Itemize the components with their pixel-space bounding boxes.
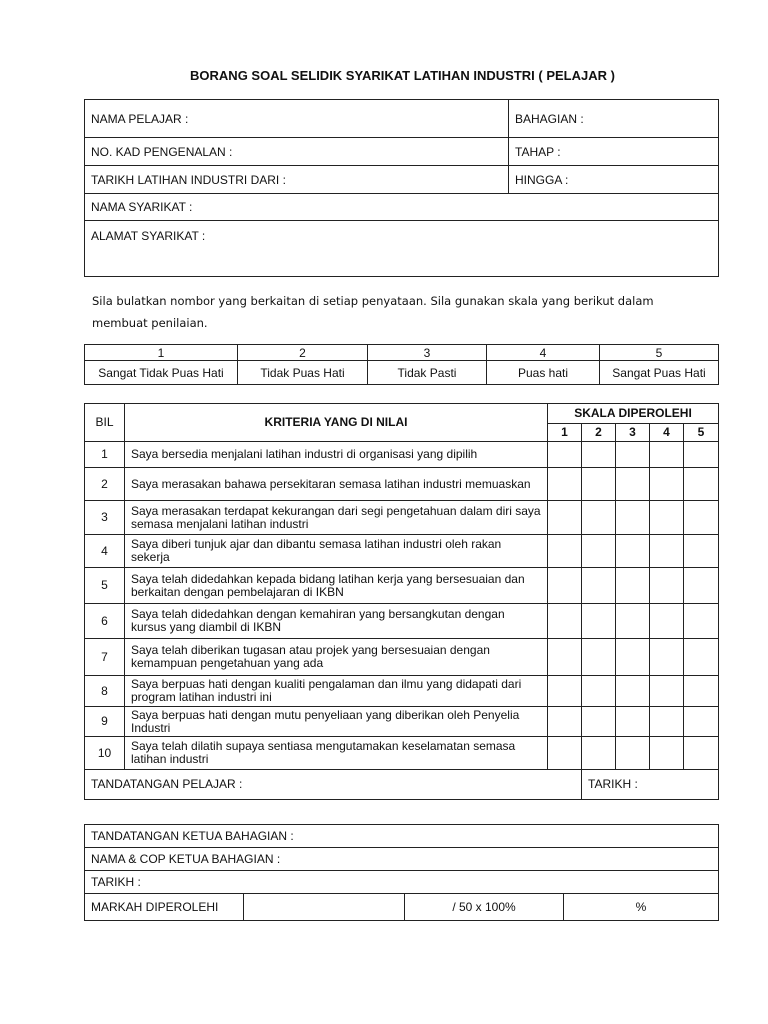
criteria-number: 6 — [85, 604, 125, 639]
criteria-row — [85, 468, 719, 501]
scale-col-header: 4 — [650, 424, 684, 442]
rating-cell-3[interactable] — [616, 568, 650, 604]
criteria-number: 7 — [85, 639, 125, 676]
marks-label: MARKAH DIPEROLEHI — [85, 894, 244, 921]
scale-number: 5 — [600, 345, 719, 361]
criteria-row — [85, 501, 719, 535]
ic-number-field[interactable]: NO. KAD PENGENALAN : — [85, 138, 509, 166]
level-field[interactable]: TAHAP : — [509, 138, 719, 166]
criteria-text: Saya berpuas hati dengan mutu penyeliaan yang diberikan oleh Penyelia Industri — [125, 707, 548, 737]
rating-cell-4[interactable] — [650, 468, 684, 501]
rating-cell-1[interactable] — [548, 501, 582, 535]
criteria-number: 5 — [85, 568, 125, 604]
criteria-text: Saya telah diberikan tugasan atau projek yang bersesuaian dengan kemampuan pengetahuan yang ada — [125, 639, 548, 676]
student-info-table — [84, 99, 719, 277]
criteria-text: Saya telah didedahkan kepada bidang latihan kerja yang bersesuaian dan berkaitan dengan pembelajaran di IKBN — [125, 568, 548, 604]
scale-label: Sangat Tidak Puas Hati — [85, 361, 238, 385]
scale-label: Tidak Puas Hati — [238, 361, 368, 385]
criteria-row — [85, 676, 719, 707]
rating-cell-3[interactable] — [616, 737, 650, 770]
scale-label: Tidak Pasti — [368, 361, 487, 385]
scale-number: 4 — [487, 345, 600, 361]
student-name-field[interactable]: NAMA PELAJAR : — [85, 100, 509, 138]
scale-col-header: 3 — [616, 424, 650, 442]
rating-cell-4[interactable] — [650, 604, 684, 639]
criteria-text: Saya merasakan bahawa persekitaran semasa latihan industri memuaskan — [125, 468, 548, 501]
rating-cell-3[interactable] — [616, 639, 650, 676]
marks-input[interactable] — [244, 894, 405, 921]
rating-cell-1[interactable] — [548, 707, 582, 737]
rating-cell-4[interactable] — [650, 568, 684, 604]
rating-cell-3[interactable] — [616, 501, 650, 535]
criteria-table — [84, 403, 719, 800]
rating-cell-4[interactable] — [650, 535, 684, 568]
criteria-text: Saya diberi tunjuk ajar dan dibantu semasa latihan industri oleh rakan sekerja — [125, 535, 548, 568]
criteria-row — [85, 568, 719, 604]
rating-cell-5[interactable] — [684, 639, 719, 676]
criteria-number: 2 — [85, 468, 125, 501]
rating-cell-2[interactable] — [582, 639, 616, 676]
student-date-field[interactable]: TARIKH : — [582, 770, 719, 800]
rating-cell-5[interactable] — [684, 535, 719, 568]
rating-cell-1[interactable] — [548, 568, 582, 604]
department-field[interactable]: BAHAGIAN : — [509, 100, 719, 138]
scale-col-header: 1 — [548, 424, 582, 442]
criteria-number: 8 — [85, 676, 125, 707]
rating-cell-2[interactable] — [582, 535, 616, 568]
rating-cell-2[interactable] — [582, 604, 616, 639]
criteria-text: Saya bersedia menjalani latihan industri di organisasi yang dipilih — [125, 442, 548, 468]
rating-cell-2[interactable] — [582, 468, 616, 501]
criteria-text: Saya merasakan terdapat kekurangan dari segi pengetahuan dalam diri saya semasa menjalani latihan industri — [125, 501, 548, 535]
scale-col-header: 5 — [684, 424, 719, 442]
rating-cell-4[interactable] — [650, 501, 684, 535]
training-end-date-field[interactable]: HINGGA : — [509, 166, 719, 194]
criteria-row — [85, 707, 719, 737]
rating-cell-4[interactable] — [650, 442, 684, 468]
rating-cell-4[interactable] — [650, 737, 684, 770]
criteria-number: 9 — [85, 707, 125, 737]
head-signature-field[interactable]: TANDATANGAN KETUA BAHAGIAN : — [85, 825, 719, 848]
rating-cell-3[interactable] — [616, 676, 650, 707]
rating-cell-2[interactable] — [582, 737, 616, 770]
rating-cell-2[interactable] — [582, 676, 616, 707]
scale-number: 3 — [368, 345, 487, 361]
rating-cell-1[interactable] — [548, 604, 582, 639]
rating-cell-3[interactable] — [616, 535, 650, 568]
rating-cell-4[interactable] — [650, 676, 684, 707]
rating-cell-3[interactable] — [616, 604, 650, 639]
scale-obtained-header: SKALA DIPEROLEHI — [548, 404, 719, 424]
rating-cell-2[interactable] — [582, 442, 616, 468]
rating-cell-5[interactable] — [684, 676, 719, 707]
scale-label: Puas hati — [487, 361, 600, 385]
scale-label: Sangat Puas Hati — [600, 361, 719, 385]
rating-cell-5[interactable] — [684, 737, 719, 770]
training-start-date-field[interactable]: TARIKH LATIHAN INDUSTRI DARI : — [85, 166, 509, 194]
rating-cell-3[interactable] — [616, 707, 650, 737]
bil-header: BIL — [85, 404, 125, 442]
criteria-text: Saya berpuas hati dengan kualiti pengalaman dan ilmu yang didapati dari program latihan industri ini — [125, 676, 548, 707]
company-address-field[interactable]: ALAMAT SYARIKAT : — [85, 221, 719, 277]
rating-cell-3[interactable] — [616, 468, 650, 501]
rating-cell-3[interactable] — [616, 442, 650, 468]
rating-scale-table — [84, 344, 719, 385]
instruction-text: Sila bulatkan nombor yang berkaitan di setiap penyataan. Sila gunakan skala yang berikut dalam membuat penilaian. — [92, 294, 654, 330]
rating-cell-2[interactable] — [582, 501, 616, 535]
rating-cell-1[interactable] — [548, 639, 582, 676]
rating-cell-2[interactable] — [582, 568, 616, 604]
rating-cell-1[interactable] — [548, 442, 582, 468]
criteria-number: 3 — [85, 501, 125, 535]
rating-cell-2[interactable] — [582, 707, 616, 737]
rating-cell-1[interactable] — [548, 535, 582, 568]
criteria-text: Saya telah didedahkan dengan kemahiran yang bersangkutan dengan kursus yang diambil di IKBN — [125, 604, 548, 639]
criteria-row — [85, 639, 719, 676]
criteria-number: 10 — [85, 737, 125, 770]
criteria-row — [85, 442, 719, 468]
rating-cell-1[interactable] — [548, 468, 582, 501]
rating-cell-4[interactable] — [650, 707, 684, 737]
rating-cell-1[interactable] — [548, 737, 582, 770]
rating-cell-5[interactable] — [684, 501, 719, 535]
rating-cell-5[interactable] — [684, 468, 719, 501]
scale-col-header: 2 — [582, 424, 616, 442]
criteria-row — [85, 535, 719, 568]
student-signature-field[interactable]: TANDATANGAN PELAJAR : — [85, 770, 548, 800]
scale-number: 1 — [85, 345, 238, 361]
rating-cell-4[interactable] — [650, 639, 684, 676]
marks-formula: / 50 x 100% — [405, 894, 564, 921]
company-name-field[interactable]: NAMA SYARIKAT : — [85, 194, 719, 221]
rating-cell-5[interactable] — [684, 568, 719, 604]
head-date-field[interactable]: TARIKH : — [85, 871, 719, 894]
scale-number: 2 — [238, 345, 368, 361]
criteria-header: KRITERIA YANG DI NILAI — [125, 404, 548, 442]
marks-percent[interactable]: % — [564, 894, 719, 921]
rating-cell-5[interactable] — [684, 707, 719, 737]
criteria-number: 1 — [85, 442, 125, 468]
rating-cell-5[interactable] — [684, 442, 719, 468]
criteria-text: Saya telah dilatih supaya sentiasa mengutamakan keselamatan semasa latihan industri — [125, 737, 548, 770]
rating-cell-1[interactable] — [548, 676, 582, 707]
head-of-department-table — [84, 824, 719, 921]
page-title: BORANG SOAL SELIDIK SYARIKAT LATIHAN INDUSTRI ( PELAJAR ) — [190, 68, 615, 83]
criteria-row — [85, 737, 719, 770]
criteria-row — [85, 604, 719, 639]
head-name-stamp-field[interactable]: NAMA & COP KETUA BAHAGIAN : — [85, 848, 719, 871]
rating-cell-5[interactable] — [684, 604, 719, 639]
criteria-number: 4 — [85, 535, 125, 568]
